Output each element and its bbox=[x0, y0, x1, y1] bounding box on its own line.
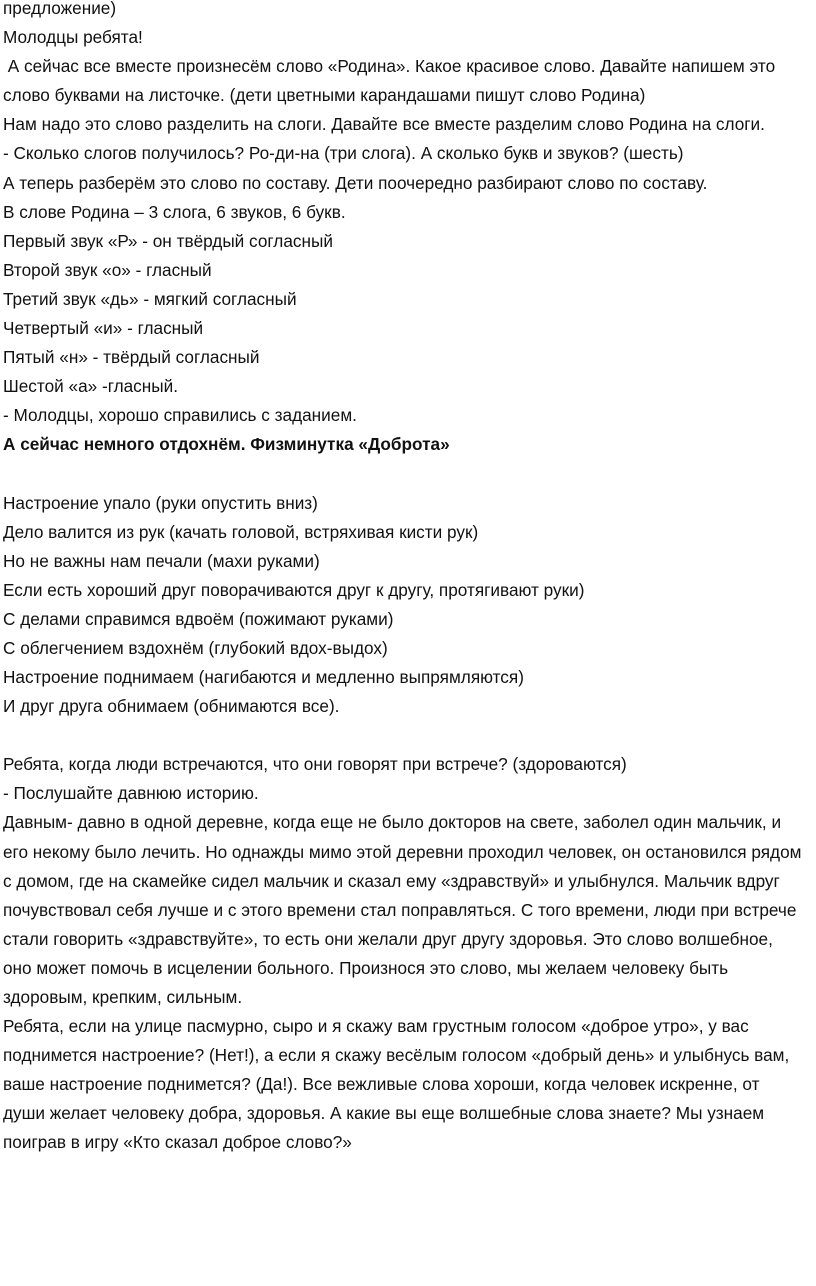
poem-line: Дело валится из рук (качать головой, встряхивая кисти рук) bbox=[3, 521, 479, 542]
paragraph: Третий звук «дь» - мягкий согласный bbox=[3, 288, 297, 309]
poem-line: С облегчением вздохнём (глубокий вдох-выдох) bbox=[3, 637, 388, 658]
paragraph: Первый звук «Р» - он твёрдый согласный bbox=[3, 230, 333, 251]
poem-line: Настроение поднимаем (нагибаются и медленно выпрямляются) bbox=[3, 667, 524, 688]
poem-line: И друг друга обнимаем (обнимаются все). bbox=[3, 696, 340, 717]
paragraph: Нам надо это слово разделить на слоги. Давайте все вместе разделим слово Родина на слоги. bbox=[3, 114, 765, 135]
paragraph: Пятый «н» - твёрдый согласный bbox=[3, 347, 260, 368]
paragraph: Ребята, если на улице пасмурно, сыро и я скажу вам грустным голосом «доброе утро», у вас поднимется настроение? (Нет!), а если я скажу весёлым голосом «добрый день» и улыбнусь вам, ваше настроение поднимется? (Да!). Все вежливые слова хороши, когда человек искренне, от души желает человеку добра, здоровья. А какие вы еще волшебные слова знаете? Мы узнаем поиграв в игру «Кто сказал доброе слово?» bbox=[3, 1016, 795, 1153]
paragraph: Второй звук «о» - гласный bbox=[3, 259, 212, 280]
poem-line: Если есть хороший друг поворачиваются друг к другу, протягивают руки) bbox=[3, 579, 585, 600]
section-heading: А сейчас немного отдохнём. Физминутка «Доброта» bbox=[3, 434, 450, 455]
poem-line: Но не важны нам печали (махи руками) bbox=[3, 550, 320, 571]
paragraph: В слове Родина – 3 слога, 6 звуков, 6 букв. bbox=[3, 201, 346, 222]
poem-line: С делами справимся вдвоём (пожимают руками) bbox=[3, 608, 394, 629]
blank-line bbox=[3, 721, 802, 750]
paragraph: Ребята, когда люди встречаются, что они говорят при встрече? (здороваются) bbox=[3, 754, 627, 775]
paragraph: Молодцы ребята! bbox=[3, 27, 143, 48]
paragraph: - Сколько слогов получилось? Ро-ди-на (три слога). А сколько букв и звуков? (шесть) bbox=[3, 143, 684, 164]
paragraph: Четвертый «и» - гласный bbox=[3, 318, 204, 339]
paragraph: - Послушайте давнюю историю. bbox=[3, 783, 259, 804]
poem-line: Настроение упало (руки опустить вниз) bbox=[3, 492, 318, 513]
paragraph: - Молодцы, хорошо справились с заданием. bbox=[3, 405, 357, 426]
paragraph: Шестой «а» -гласный. bbox=[3, 376, 178, 397]
paragraph: А теперь разберём это слово по составу. Дети поочередно разбирают слово по составу. bbox=[3, 172, 708, 193]
paragraph: А сейчас все вместе произнесём слово «Родина». Какое красивое слово. Давайте напишем это слово буквами на листочке. (дети цветными карандашами пишут слово Родина) bbox=[3, 56, 780, 106]
paragraph: Давным- давно в одной деревне, когда еще не было докторов на свете, заболел один мальчик, и его некому было лечить. Но однажды мимо этой деревни проходил человек, он остановился рядом с домом, где на скамейке сидел мальчик и сказал ему «здравствуй» и улыбнулся. Мальчик вдруг почувствовал себя лучше и с этого времени стал поправляться. С того времени, люди при встрече стали говорить «здравствуйте», то есть они желали друг другу здоровья. Это слово волшебное, оно может помочь в исцелении больного. Произнося это слово, мы желаем человеку быть здоровым, крепким, сильным. bbox=[3, 812, 807, 1007]
paragraph: предложение) bbox=[3, 0, 117, 18]
blank-line bbox=[3, 460, 802, 489]
